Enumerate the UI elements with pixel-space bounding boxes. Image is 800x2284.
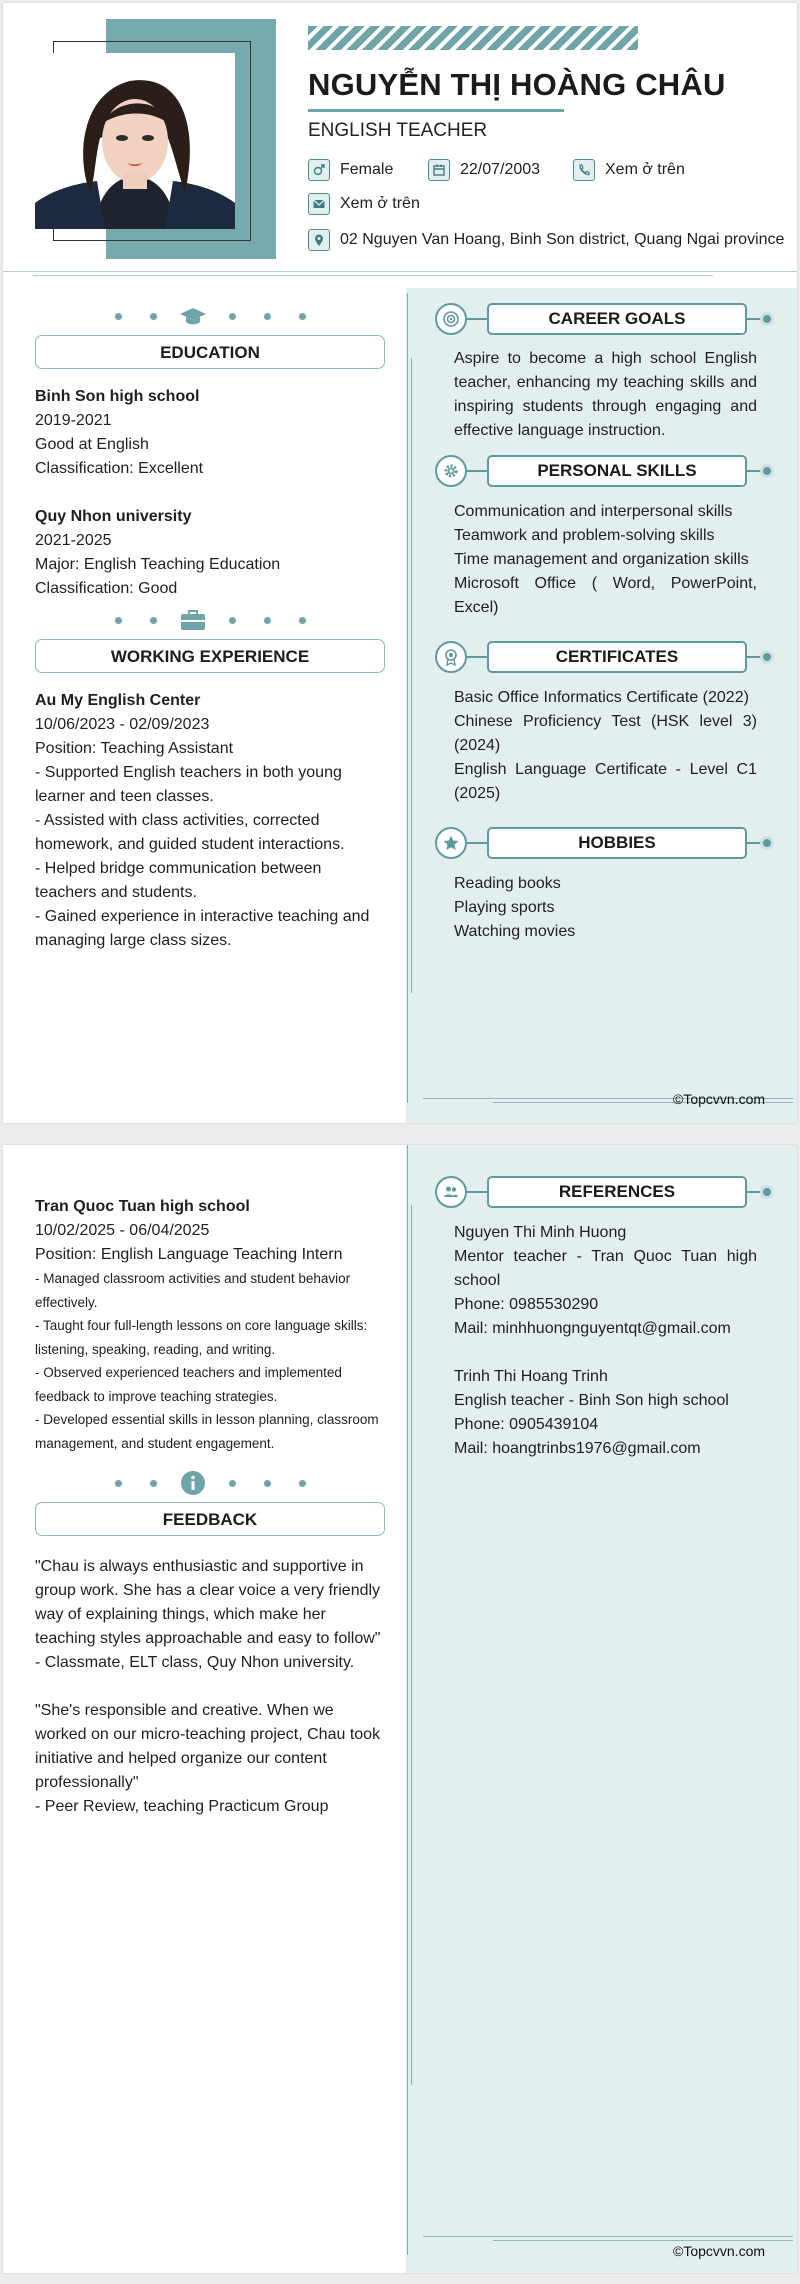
feedback-header xyxy=(35,1470,385,1536)
skill-item: Microsoft Office ( Word, PowerPoint, Excel) xyxy=(454,575,757,616)
certificate-item: Basic Office Informatics Certificate (2022) xyxy=(454,689,749,706)
ref2-phone: Phone: 0905439104 xyxy=(454,1416,599,1433)
header-divider-secondary xyxy=(33,275,713,276)
job2-position: Position: English Language Teaching Intern xyxy=(35,1246,343,1263)
experience-dots xyxy=(35,607,385,633)
job2-company: Tran Quoc Tuan high school xyxy=(35,1198,250,1215)
watermark: ©Topcvvn.com xyxy=(673,2243,766,2259)
skills-connector xyxy=(465,470,489,472)
email-icon xyxy=(308,193,330,215)
users-icon xyxy=(435,1176,467,1208)
hobbies-end-dot xyxy=(760,836,774,850)
career-end-dot xyxy=(760,312,774,326)
info-icon xyxy=(177,1470,209,1496)
candidate-name: NGUYỄN THỊ HOÀNG CHÂU xyxy=(308,67,726,102)
hobbies-title: HOBBIES xyxy=(487,827,747,859)
hobby-item: Reading books xyxy=(454,875,561,892)
edu2-line2: Classification: Good xyxy=(35,580,178,597)
ref2-role: English teacher - Binh Son high school xyxy=(454,1392,729,1409)
job2-period: 10/02/2025 - 06/04/2025 xyxy=(35,1222,210,1239)
header-divider xyxy=(3,271,797,272)
graduation-cap-icon xyxy=(177,303,209,329)
phone-icon xyxy=(573,159,595,181)
location-pin-icon xyxy=(308,229,330,251)
edu2-line1: Major: English Teaching Education xyxy=(35,556,281,573)
career-connector xyxy=(465,318,489,320)
email-info xyxy=(308,193,420,215)
ref2-name: Trinh Thi Hoang Trinh xyxy=(454,1368,608,1385)
feedback-source: - Peer Review, teaching Practicum Group xyxy=(35,1798,329,1815)
ref1-role: Mentor teacher - Tran Quoc Tuan high school xyxy=(454,1248,757,1289)
skill-item: Teamwork and problem-solving skills xyxy=(454,527,715,544)
education-content xyxy=(35,385,387,601)
gender-info xyxy=(308,159,393,181)
edu2-school: Quy Nhon university xyxy=(35,508,192,525)
right-column-border xyxy=(407,293,408,1103)
gender-value: Female xyxy=(340,161,394,178)
certificates-title: CERTIFICATES xyxy=(487,641,747,673)
experience-header xyxy=(35,607,385,673)
name-underline xyxy=(308,109,564,112)
timeline-line xyxy=(411,1205,412,2085)
hobby-item: Watching movies xyxy=(454,923,576,940)
hobbies-connector xyxy=(465,842,489,844)
resume-page-2 xyxy=(3,1145,797,2273)
personal-skills-list xyxy=(454,500,757,620)
ref1-phone: Phone: 0985530290 xyxy=(454,1296,599,1313)
job1-position: Position: Teaching Assistant xyxy=(35,740,234,757)
cert-end-dot xyxy=(760,650,774,664)
gender-icon xyxy=(308,159,330,181)
address-info xyxy=(308,229,784,251)
job2-bullet: - Taught four full-length lessons on core language skills: listening, speaking, reading, and writing. xyxy=(35,1318,368,1357)
feedback-content xyxy=(35,1555,387,1819)
hobby-item: Playing sports xyxy=(454,899,555,916)
phone-info xyxy=(573,159,685,181)
birthdate-value: 22/07/2003 xyxy=(460,161,541,178)
target-icon xyxy=(435,303,467,335)
feedback-dots xyxy=(35,1470,385,1496)
email-value: Xem ở trên xyxy=(340,195,420,212)
certificate-item: Chinese Proficiency Test (HSK level 3) (2024) xyxy=(454,713,757,754)
experience-title: WORKING EXPERIENCE xyxy=(35,639,385,673)
decorative-stripes xyxy=(308,26,638,50)
hobbies-list xyxy=(454,872,757,944)
footer-line xyxy=(423,2236,793,2237)
references-connector xyxy=(465,1191,489,1193)
footer-line-secondary xyxy=(493,2240,793,2241)
job2-bullet: - Observed experienced teachers and implemented feedback to improve teaching strategies. xyxy=(35,1365,342,1404)
education-header xyxy=(35,303,385,369)
certificates-list xyxy=(454,686,757,806)
job1-period: 10/06/2023 - 02/09/2023 xyxy=(35,716,210,733)
cert-connector xyxy=(465,656,489,658)
education-title: EDUCATION xyxy=(35,335,385,369)
ref1-mail: Mail: minhhuongnguyentqt@gmail.com xyxy=(454,1320,731,1337)
birthdate-info xyxy=(428,159,540,181)
ref2-mail: Mail: hoangtrinbs1976@gmail.com xyxy=(454,1440,701,1457)
job2-bullet: - Managed classroom activities and student behavior effectively. xyxy=(35,1271,351,1310)
job-title: ENGLISH TEACHER xyxy=(308,120,488,141)
edu1-line1: Good at English xyxy=(35,436,149,453)
skill-item: Communication and interpersonal skills xyxy=(454,503,733,520)
watermark: ©Topcvvn.com xyxy=(673,1091,766,1107)
skills-end-dot xyxy=(760,464,774,478)
address-value: 02 Nguyen Van Hoang, Binh Son district, Quang Ngai province xyxy=(340,231,785,248)
timeline-line xyxy=(411,358,412,993)
right-column-border xyxy=(407,1145,408,2255)
job1-bullet: - Helped bridge communication between teachers and students. xyxy=(35,860,322,901)
feedback-source: - Classmate, ELT class, Quy Nhon university. xyxy=(35,1654,355,1671)
job2-bullet: - Developed essential skills in lesson planning, classroom management, and student engagement. xyxy=(35,1412,379,1451)
experience-job2 xyxy=(35,1195,387,1455)
edu1-period: 2019-2021 xyxy=(35,412,112,429)
job1-bullet: - Supported English teachers in both young learner and teen classes. xyxy=(35,764,342,805)
certificate-item: English Language Certificate - Level C1 (2025) xyxy=(454,761,757,802)
references-content xyxy=(454,1221,757,1461)
education-dots xyxy=(35,303,385,329)
references-end-dot xyxy=(760,1185,774,1199)
briefcase-icon xyxy=(177,607,209,633)
references-title: REFERENCES xyxy=(487,1176,747,1208)
profile-photo xyxy=(35,53,235,229)
edu1-school: Binh Son high school xyxy=(35,388,200,405)
feedback-title: FEEDBACK xyxy=(35,1502,385,1536)
award-icon xyxy=(435,641,467,673)
feedback-quote: "Chau is always enthusiastic and supportive in group work. She has a clear voice a very friendly way of explaining things, which make her teaching styles approachable and easy to follow" xyxy=(35,1558,381,1647)
ref1-name: Nguyen Thi Minh Huong xyxy=(454,1224,627,1241)
job1-bullet: - Assisted with class activities, corrected homework, and guided student interactions. xyxy=(35,812,345,853)
edu2-period: 2021-2025 xyxy=(35,532,112,549)
calendar-icon xyxy=(428,159,450,181)
career-goals-title: CAREER GOALS xyxy=(487,303,747,335)
phone-value: Xem ở trên xyxy=(605,161,685,178)
edu1-line2: Classification: Excellent xyxy=(35,460,204,477)
resume-page-1 xyxy=(3,3,797,1123)
job1-bullet: - Gained experience in interactive teaching and managing large class sizes. xyxy=(35,908,370,949)
experience-job1 xyxy=(35,689,387,953)
skill-item: Time management and organization skills xyxy=(454,551,749,568)
star-icon xyxy=(435,827,467,859)
career-goals-text: Aspire to become a high school English teacher, enhancing my teaching skills and inspiring students through engaging and effective language instruction. xyxy=(454,350,757,439)
job1-company: Au My English Center xyxy=(35,692,201,709)
gear-icon xyxy=(435,455,467,487)
personal-skills-title: PERSONAL SKILLS xyxy=(487,455,747,487)
feedback-quote: "She's responsible and creative. When we worked on our micro-teaching project, Chau took initiative and helped organize our content professionally" xyxy=(35,1702,381,1791)
